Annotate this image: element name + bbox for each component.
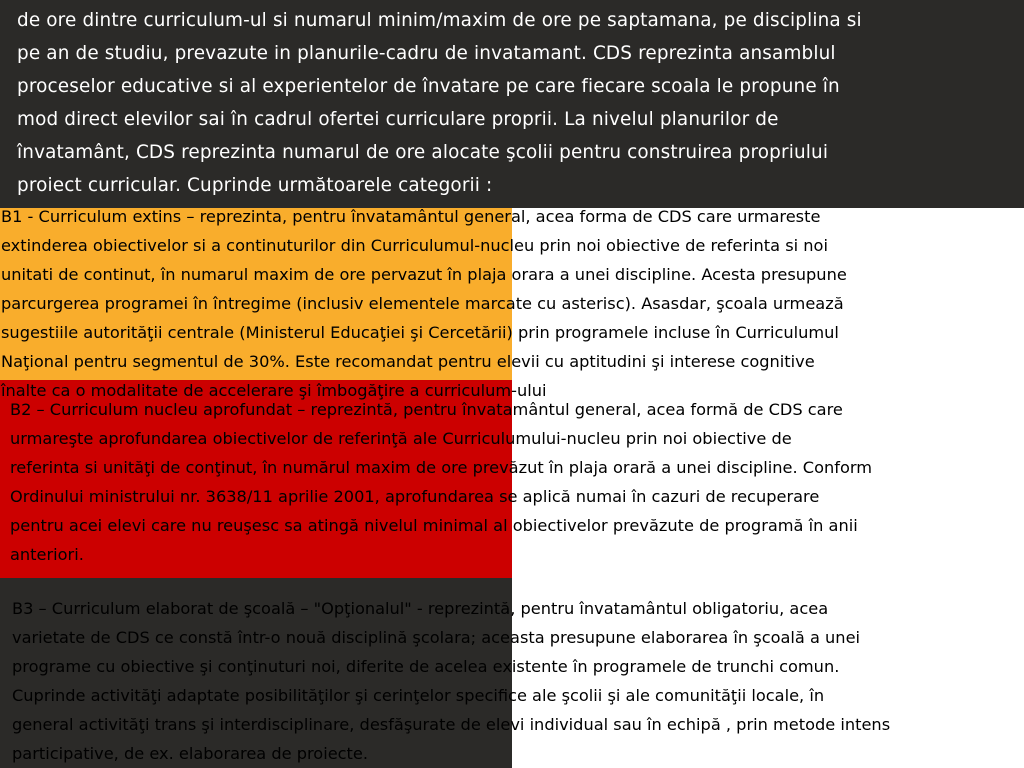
intro-paragraph: de ore dintre curriculum-ul si numarul minim/maxim de ore pe saptamana, pe disciplina si pe an de studiu, prevazute in planurile-cadru de invatamant. CDS reprezinta ansamblul proceselor educative si al experientelor de învatare pe care fiecare scoala le propune în mod direct elevilor sai în cadrul ofertei curriculare proprii. La nivelul planurilor de învatamânt, CDS reprezinta numarul de ore alocate şcolii pentru construirea propriului proiect curricular. Cuprinde următoarele categorii : bbox=[17, 10, 862, 196]
b2-curriculum-nucleu-aprofundat-paragraph: B2 – Curriculum nucleu aprofundat – reprezintă, pentru învatamântul general, acea formă de CDS care urmareşte aprofundarea obiectivelor de referinţă ale Curriculumului-nucleu prin noi obiective de referinta si unităţi de conţinut, în numărul maxim de ore prevăzut în plaja orară a unei discipline. Conform Ordinului ministrului nr. 3638/11 aprilie 2001, aprofundarea se aplică numai în cazuri de recuperare pentru acei elevi care nu reuşesc sa atingă nivelul minimal al obiectivelor prevăzute de programă în anii anteriori. bbox=[10, 400, 872, 564]
b3-curriculum-elaborat-de-scoala-paragraph: B3 – Curriculum elaborat de şcoală – "Opţionalul" - reprezintă, pentru învatamântul obligatoriu, acea varietate de CDS ce constă într-o nouă disciplină şcolara; aceasta presupune elaborarea în şcoală a unei programe cu obiective şi conţinuturi noi, diferite de acelea existente în programele de trunchi comun. Cuprinde activităţi adaptate posibilităţilor şi cerinţelor specifice ale şcolii şi ale comunităţii locale, în general activităţi trans şi interdisciplinare, desfăşurate de elevi individual sau în echipă , prin metode intens participative, de ex. elaborarea de proiecte. bbox=[12, 599, 891, 763]
b1-curriculum-extins-paragraph: B1 - Curriculum extins – reprezinta, pentru învatamântul general, acea forma de CDS care urmareste extinderea obiectivelor si a continuturilor din Curriculumul-nucleu prin noi obiective de referinta si noi unitati de continut, în numarul maxim de ore pervazut în plaja orara a unei discipline. Acesta presupune parcurgerea programei în întregime (inclusiv elementele marcate cu asterisc). Asasdar, şcoala urmează sugestiile autorităţii centrale (Ministerul Educaţiei şi Cercetării) prin programele incluse în Curriculumul Naţional pentru segmentul de 30%. Este recomandat pentru elevii cu aptitudini şi interese cognitive înalte ca o modalitate de accelerare şi îmbogăţire a curriculum-ului bbox=[1, 207, 847, 400]
